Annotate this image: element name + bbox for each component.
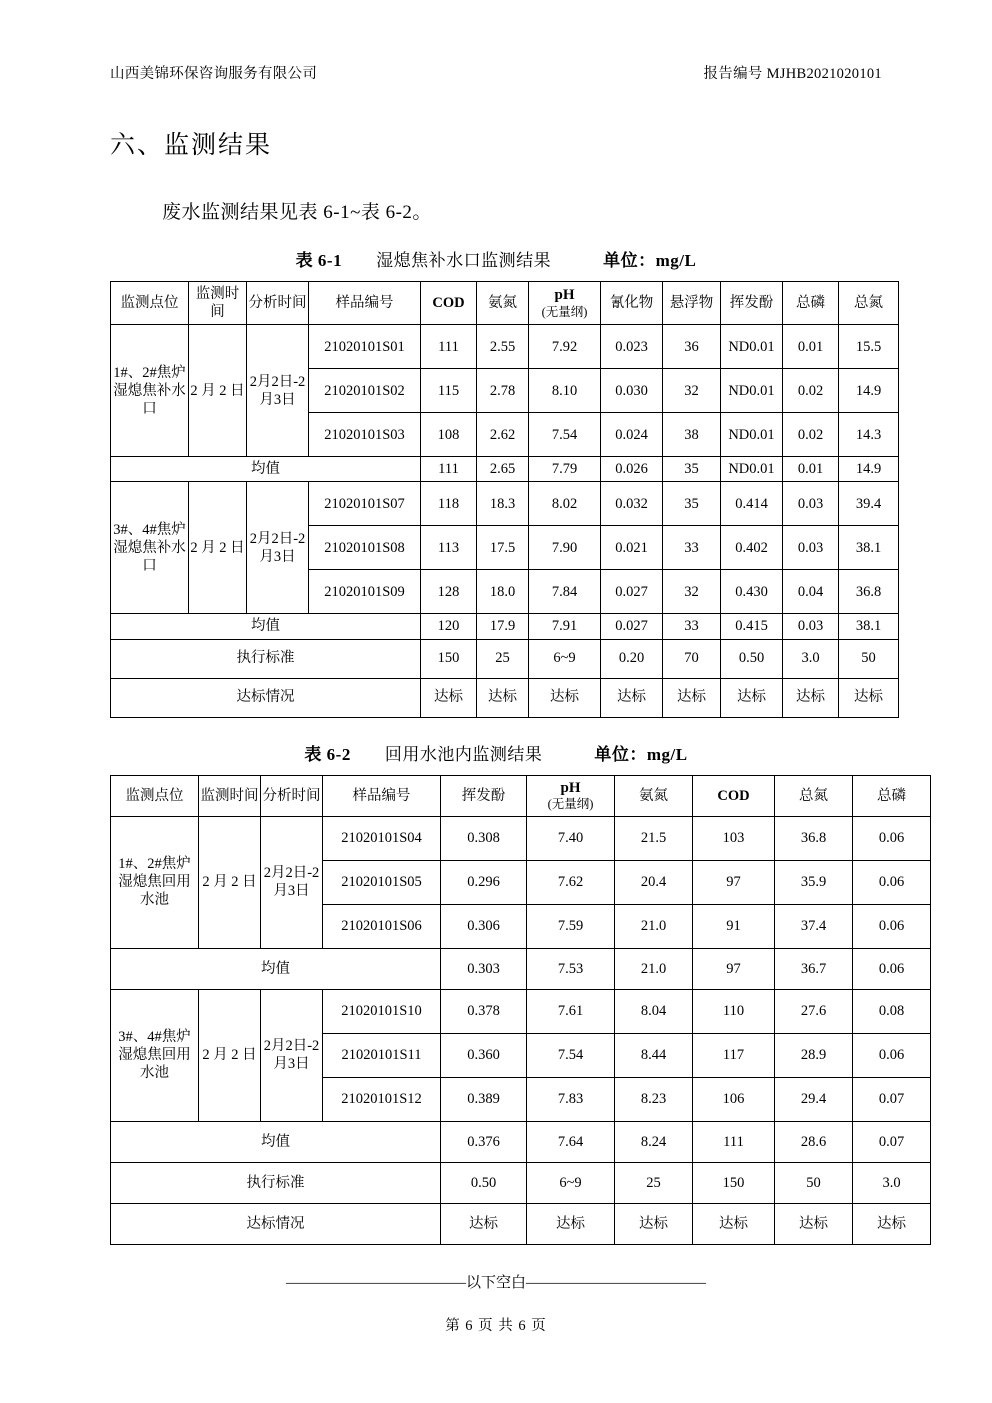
cell-cod: 120 [421, 614, 477, 639]
table-row-compliance [111, 1203, 931, 1244]
th-ammonia: 氨氮 [615, 775, 693, 816]
cell-point-group1: 1#、2#焦炉湿熄焦补水口 [111, 325, 189, 457]
cell-tn: 14.9 [839, 369, 899, 413]
table-row-average [111, 948, 931, 989]
th-cod: COD [693, 775, 775, 816]
cell-tp: 0.02 [783, 413, 839, 457]
cell-ph: 达标 [529, 678, 601, 717]
cell-ph: 7.59 [527, 904, 615, 948]
cell-point-group1: 1#、2#焦炉湿熄焦回用水池 [111, 816, 199, 948]
table-header-row [111, 775, 931, 816]
cell-monitor-time-group2: 2 月 2 日 [199, 989, 261, 1121]
cell-cyanide: 0.023 [601, 325, 663, 369]
cell-phenol: 0.378 [441, 989, 527, 1033]
cell-ph: 7.40 [527, 816, 615, 860]
cell-phenol: 0.415 [721, 614, 783, 639]
cell-phenol: 0.308 [441, 816, 527, 860]
table-row-average [111, 614, 899, 639]
cell-tp: 0.06 [853, 860, 931, 904]
cell-tn: 15.5 [839, 325, 899, 369]
cell-tp: 0.02 [783, 369, 839, 413]
table-row-standard [111, 1162, 931, 1203]
cell-analysis-time-group1: 2月2日-2月3日 [261, 816, 323, 948]
cell-phenol: 达标 [441, 1203, 527, 1244]
cell-tp: 3.0 [783, 639, 839, 678]
th-tp: 总磷 [783, 282, 839, 325]
cell-cod: 117 [693, 1033, 775, 1077]
page-header [110, 62, 882, 83]
cell-cyanide: 0.032 [601, 482, 663, 526]
cell-phenol: 0.303 [441, 948, 527, 989]
cell-tp: 0.07 [853, 1077, 931, 1121]
cell-tn: 50 [839, 639, 899, 678]
th-ammonia: 氨氮 [477, 282, 529, 325]
cell-ph: 7.83 [527, 1077, 615, 1121]
th-ph-sub: (无量纲) [541, 304, 588, 319]
cell-cod: 达标 [693, 1203, 775, 1244]
cell-ammonia: 25 [615, 1162, 693, 1203]
cell-ss: 35 [663, 482, 721, 526]
th-analysis-time: 分析时间 [261, 775, 323, 816]
company-name: 山西美锦环保咨询服务有限公司 [110, 66, 318, 82]
cell-ammonia: 21.0 [615, 904, 693, 948]
cell-tn: 14.9 [839, 457, 899, 482]
cell-phenol: 达标 [721, 678, 783, 717]
cell-phenol: ND0.01 [721, 413, 783, 457]
cell-sample: 21020101S10 [323, 989, 441, 1033]
cell-ammonia: 17.5 [477, 526, 529, 570]
cell-phenol: 0.430 [721, 570, 783, 614]
cell-tn: 28.6 [775, 1121, 853, 1162]
cell-sample: 21020101S12 [323, 1077, 441, 1121]
th-monitor-time: 监测时间 [199, 775, 261, 816]
cell-standard-label: 执行标准 [111, 639, 421, 678]
cell-ammonia: 达标 [615, 1203, 693, 1244]
th-cyanide: 氰化物 [601, 282, 663, 325]
table-row-compliance [111, 678, 899, 717]
cell-tn: 36.8 [839, 570, 899, 614]
cell-cod: 128 [421, 570, 477, 614]
cell-cod: 97 [693, 948, 775, 989]
cell-phenol: ND0.01 [721, 325, 783, 369]
cell-ammonia: 2.78 [477, 369, 529, 413]
table-wastewater-supply [110, 281, 899, 718]
cell-phenol: 0.50 [441, 1162, 527, 1203]
table2-caption-unit: 单位：mg/L [594, 744, 688, 764]
cell-ss: 32 [663, 570, 721, 614]
th-ph [527, 775, 615, 816]
cell-ss: 36 [663, 325, 721, 369]
cell-analysis-time-group2: 2月2日-2月3日 [261, 989, 323, 1121]
cell-ammonia: 8.24 [615, 1121, 693, 1162]
cell-phenol: 0.296 [441, 860, 527, 904]
cell-ss: 33 [663, 526, 721, 570]
cell-cod: 115 [421, 369, 477, 413]
cell-phenol: 0.360 [441, 1033, 527, 1077]
cell-ammonia: 17.9 [477, 614, 529, 639]
cell-cod: 108 [421, 413, 477, 457]
cell-cod: 150 [421, 639, 477, 678]
cell-sample: 21020101S07 [309, 482, 421, 526]
table-row [111, 816, 931, 860]
table1-caption-label: 表 6-1 [295, 251, 343, 270]
cell-tp: 3.0 [853, 1162, 931, 1203]
cell-ph: 7.91 [529, 614, 601, 639]
cell-average-label: 均值 [111, 614, 421, 639]
cell-ph: 7.92 [529, 325, 601, 369]
cell-phenol: ND0.01 [721, 369, 783, 413]
cell-cyanide: 0.026 [601, 457, 663, 482]
th-point: 监测点位 [111, 775, 199, 816]
cell-ss: 33 [663, 614, 721, 639]
th-analysis-time: 分析时间 [247, 282, 309, 325]
cell-cyanide: 0.20 [601, 639, 663, 678]
cell-ammonia: 8.23 [615, 1077, 693, 1121]
cell-cod: 111 [693, 1121, 775, 1162]
cell-cod: 113 [421, 526, 477, 570]
cell-ph: 7.53 [527, 948, 615, 989]
cell-ph: 7.54 [527, 1033, 615, 1077]
cell-phenol: ND0.01 [721, 457, 783, 482]
cell-tp: 达标 [853, 1203, 931, 1244]
cell-sample: 21020101S02 [309, 369, 421, 413]
section-title: 六、监测结果 [110, 132, 273, 159]
cell-compliance-label: 达标情况 [111, 1203, 441, 1244]
cell-ammonia: 2.65 [477, 457, 529, 482]
cell-ph: 7.84 [529, 570, 601, 614]
th-tn: 总氮 [839, 282, 899, 325]
cell-tp: 0.06 [853, 1033, 931, 1077]
cell-tn: 35.9 [775, 860, 853, 904]
cell-ammonia: 18.3 [477, 482, 529, 526]
cell-ss: 35 [663, 457, 721, 482]
table1-caption-unit: 单位：mg/L [603, 251, 697, 270]
cell-sample: 21020101S03 [309, 413, 421, 457]
cell-sample: 21020101S09 [309, 570, 421, 614]
cell-tn: 达标 [839, 678, 899, 717]
cell-tp: 0.04 [783, 570, 839, 614]
cell-cyanide: 0.027 [601, 570, 663, 614]
cell-tn: 36.8 [775, 816, 853, 860]
cell-tn: 14.3 [839, 413, 899, 457]
cell-ph: 达标 [527, 1203, 615, 1244]
th-phenol: 挥发酚 [721, 282, 783, 325]
cell-tn: 36.7 [775, 948, 853, 989]
cell-cod: 91 [693, 904, 775, 948]
cell-tp: 0.03 [783, 526, 839, 570]
cell-tn: 27.6 [775, 989, 853, 1033]
th-phenol: 挥发酚 [441, 775, 527, 816]
section-intro: 废水监测结果见表 6-1~表 6-2。 [162, 202, 432, 223]
th-ph-sub: (无量纲) [547, 797, 594, 812]
cell-compliance-label: 达标情况 [111, 678, 421, 717]
table-row-average [111, 457, 899, 482]
table1-caption-title: 湿熄焦补水口监测结果 [376, 251, 552, 270]
cell-ph: 7.79 [529, 457, 601, 482]
cell-tn: 39.4 [839, 482, 899, 526]
th-sample-no: 样品编号 [323, 775, 441, 816]
cell-cod: 111 [421, 457, 477, 482]
cell-cod: 150 [693, 1162, 775, 1203]
table-header-row [111, 282, 899, 325]
cell-tp: 0.01 [783, 325, 839, 369]
cell-cod: 110 [693, 989, 775, 1033]
cell-phenol: 0.376 [441, 1121, 527, 1162]
cell-monitor-time-group2: 2 月 2 日 [189, 482, 247, 614]
cell-tn: 38.1 [839, 526, 899, 570]
cell-monitor-time-group1: 2 月 2 日 [189, 325, 247, 457]
report-number: 报告编号 MJHB2021020101 [703, 66, 882, 82]
cell-sample: 21020101S08 [309, 526, 421, 570]
cell-tp: 0.07 [853, 1121, 931, 1162]
cell-cod: 111 [421, 325, 477, 369]
th-ph [529, 282, 601, 325]
th-ph-main: pH [560, 779, 581, 796]
cell-sample: 21020101S04 [323, 816, 441, 860]
th-tn: 总氮 [775, 775, 853, 816]
cell-ammonia: 20.4 [615, 860, 693, 904]
cell-sample: 21020101S05 [323, 860, 441, 904]
cell-ss: 38 [663, 413, 721, 457]
cell-tp: 0.06 [853, 904, 931, 948]
cell-cod: 106 [693, 1077, 775, 1121]
cell-phenol: 0.402 [721, 526, 783, 570]
cell-sample: 21020101S01 [309, 325, 421, 369]
cell-ph: 7.61 [527, 989, 615, 1033]
cell-ammonia: 21.5 [615, 816, 693, 860]
cell-cyanide: 0.027 [601, 614, 663, 639]
cell-ph: 7.54 [529, 413, 601, 457]
cell-tn: 28.9 [775, 1033, 853, 1077]
table-row-average [111, 1121, 931, 1162]
cell-point-group2: 3#、4#焦炉湿熄焦回用水池 [111, 989, 199, 1121]
cell-analysis-time-group1: 2月2日-2月3日 [247, 325, 309, 457]
cell-ammonia: 18.0 [477, 570, 529, 614]
cell-phenol: 0.306 [441, 904, 527, 948]
cell-tp: 0.06 [853, 948, 931, 989]
cell-sample: 21020101S11 [323, 1033, 441, 1077]
cell-tn: 37.4 [775, 904, 853, 948]
cell-cod: 118 [421, 482, 477, 526]
cell-tn: 50 [775, 1162, 853, 1203]
table-row [111, 989, 931, 1033]
cell-cod: 达标 [421, 678, 477, 717]
table1-caption [110, 246, 882, 271]
cell-phenol: 0.50 [721, 639, 783, 678]
cell-monitor-time-group1: 2 月 2 日 [199, 816, 261, 948]
cell-analysis-time-group2: 2月2日-2月3日 [247, 482, 309, 614]
cell-ph: 7.62 [527, 860, 615, 904]
table2-caption [110, 740, 882, 765]
cell-ph: 7.90 [529, 526, 601, 570]
table-row-standard [111, 639, 899, 678]
cell-ss: 达标 [663, 678, 721, 717]
cell-cyanide: 0.021 [601, 526, 663, 570]
cell-standard-label: 执行标准 [111, 1162, 441, 1203]
cell-phenol: 0.389 [441, 1077, 527, 1121]
cell-ph: 7.64 [527, 1121, 615, 1162]
cell-cod: 97 [693, 860, 775, 904]
cell-average-label: 均值 [111, 948, 441, 989]
th-cod: COD [421, 282, 477, 325]
th-point: 监测点位 [111, 282, 189, 325]
cell-tp: 0.03 [783, 614, 839, 639]
cell-ammonia: 达标 [477, 678, 529, 717]
cell-phenol: 0.414 [721, 482, 783, 526]
cell-ph: 6~9 [529, 639, 601, 678]
th-ph-main: pH [554, 286, 575, 303]
cell-ss: 32 [663, 369, 721, 413]
cell-ph: 8.10 [529, 369, 601, 413]
cell-tn: 29.4 [775, 1077, 853, 1121]
th-monitor-time: 监测时间 [189, 282, 247, 325]
cell-ammonia: 8.44 [615, 1033, 693, 1077]
cell-ammonia: 2.62 [477, 413, 529, 457]
cell-tp: 0.01 [783, 457, 839, 482]
cell-tn: 达标 [775, 1203, 853, 1244]
cell-ss: 70 [663, 639, 721, 678]
cell-cyanide: 达标 [601, 678, 663, 717]
table2-caption-label: 表 6-2 [304, 744, 351, 764]
table-row [111, 325, 899, 369]
th-ss: 悬浮物 [663, 282, 721, 325]
cell-ph: 6~9 [527, 1162, 615, 1203]
cell-tp: 0.08 [853, 989, 931, 1033]
table-row [111, 482, 899, 526]
th-sample-no: 样品编号 [309, 282, 421, 325]
cell-ph: 8.02 [529, 482, 601, 526]
cell-cyanide: 0.030 [601, 369, 663, 413]
cell-sample: 21020101S06 [323, 904, 441, 948]
cell-average-label: 均值 [111, 457, 421, 482]
cell-tp: 0.06 [853, 816, 931, 860]
cell-cyanide: 0.024 [601, 413, 663, 457]
page-footer: 第 6 页 共 6 页 [445, 1317, 547, 1334]
blank-section-marker: ————————————以下空白———————————— [285, 1274, 706, 1291]
cell-tp: 达标 [783, 678, 839, 717]
cell-tn: 38.1 [839, 614, 899, 639]
table2-caption-title: 回用水池内监测结果 [384, 744, 543, 764]
cell-point-group2: 3#、4#焦炉湿熄焦补水口 [111, 482, 189, 614]
table-reuse-pool [110, 775, 931, 1245]
cell-average-label: 均值 [111, 1121, 441, 1162]
cell-ammonia: 25 [477, 639, 529, 678]
cell-ammonia: 2.55 [477, 325, 529, 369]
cell-tp: 0.03 [783, 482, 839, 526]
cell-ammonia: 21.0 [615, 948, 693, 989]
cell-ammonia: 8.04 [615, 989, 693, 1033]
cell-cod: 103 [693, 816, 775, 860]
th-tp: 总磷 [853, 775, 931, 816]
